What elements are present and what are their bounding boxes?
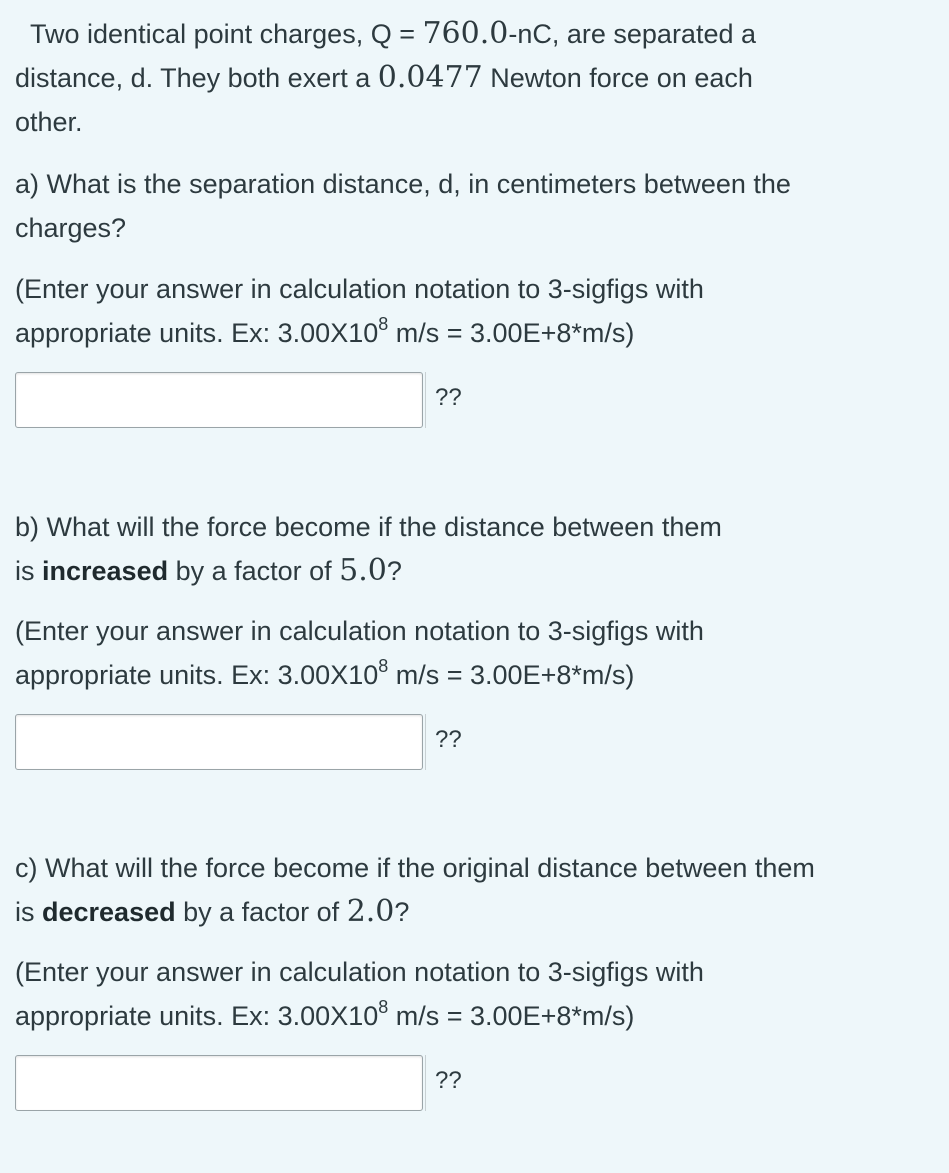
part-a-question-line-1: a) What is the separation distance, d, in centimeters between the — [15, 169, 791, 199]
instructions-line-2 — [15, 311, 935, 355]
part-c-question-line-1: c) What will the force become if the original distance between them — [15, 853, 815, 883]
instructions-text: m/s = 3.00E+8*m/s) — [388, 318, 635, 348]
question-text: by a factor of — [175, 897, 347, 927]
problem-page — [15, 12, 935, 1112]
problem-intro — [15, 12, 935, 144]
charge-unit: -nC, are separated a — [508, 19, 756, 49]
exponent: 8 — [378, 997, 389, 1017]
intro-line-3: other. — [15, 107, 83, 137]
part-b — [15, 505, 935, 771]
part-c-question-line-2 — [15, 890, 935, 934]
part-b-answer-row — [15, 713, 935, 771]
instructions-text: appropriate units. Ex: 3.00X10 — [15, 1001, 379, 1031]
instructions-line-1: (Enter your answer in calculation notation to 3-sigfigs with — [15, 616, 704, 646]
charge-value: 760.0 — [422, 16, 509, 51]
intro-text: Two identical point charges, Q = — [30, 19, 423, 49]
exponent: 8 — [378, 314, 389, 334]
part-a-answer-input[interactable] — [15, 372, 423, 428]
instructions-line-2 — [15, 653, 935, 697]
emphasis-increased: increased — [42, 556, 169, 586]
factor-value: 2.0 — [346, 894, 395, 929]
part-c-answer-input[interactable] — [15, 1055, 423, 1111]
force-value: 0.0477 — [377, 60, 483, 95]
part-a-status-mark: ?? — [425, 372, 462, 428]
part-b-status-mark: ?? — [425, 714, 462, 770]
question-text: ? — [386, 556, 402, 586]
emphasis-decreased: decreased — [42, 897, 176, 927]
question-text: by a factor of — [168, 556, 340, 586]
factor-value: 5.0 — [339, 553, 387, 588]
question-text: ? — [394, 897, 410, 927]
part-a-instructions — [15, 267, 935, 355]
intro-text: distance, d. They both exert a — [15, 63, 378, 93]
part-b-question-line-2 — [15, 549, 935, 593]
part-b-instructions — [15, 609, 935, 697]
exponent: 8 — [378, 656, 389, 676]
instructions-line-1: (Enter your answer in calculation notation to 3-sigfigs with — [15, 957, 704, 987]
question-text: is — [15, 897, 42, 927]
part-a-question-line-2: charges? — [15, 213, 127, 243]
part-b-question-line-1: b) What will the force become if the distance between them — [15, 512, 722, 542]
instructions-line-1: (Enter your answer in calculation notation to 3-sigfigs with — [15, 274, 704, 304]
part-c — [15, 846, 935, 1112]
intro-line-1 — [15, 12, 935, 56]
part-a-answer-row — [15, 371, 935, 429]
instructions-text: appropriate units. Ex: 3.00X10 — [15, 660, 379, 690]
instructions-line-2 — [15, 994, 935, 1038]
instructions-text: m/s = 3.00E+8*m/s) — [388, 1001, 635, 1031]
part-c-instructions — [15, 950, 935, 1038]
question-text: is — [15, 556, 42, 586]
intro-line-2 — [15, 56, 935, 100]
part-c-status-mark: ?? — [425, 1055, 462, 1111]
part-b-answer-input[interactable] — [15, 714, 423, 770]
intro-text: Newton force on each — [482, 63, 753, 93]
part-c-answer-row — [15, 1054, 935, 1112]
part-a — [15, 162, 935, 429]
instructions-text: m/s = 3.00E+8*m/s) — [388, 660, 635, 690]
instructions-text: appropriate units. Ex: 3.00X10 — [15, 318, 379, 348]
